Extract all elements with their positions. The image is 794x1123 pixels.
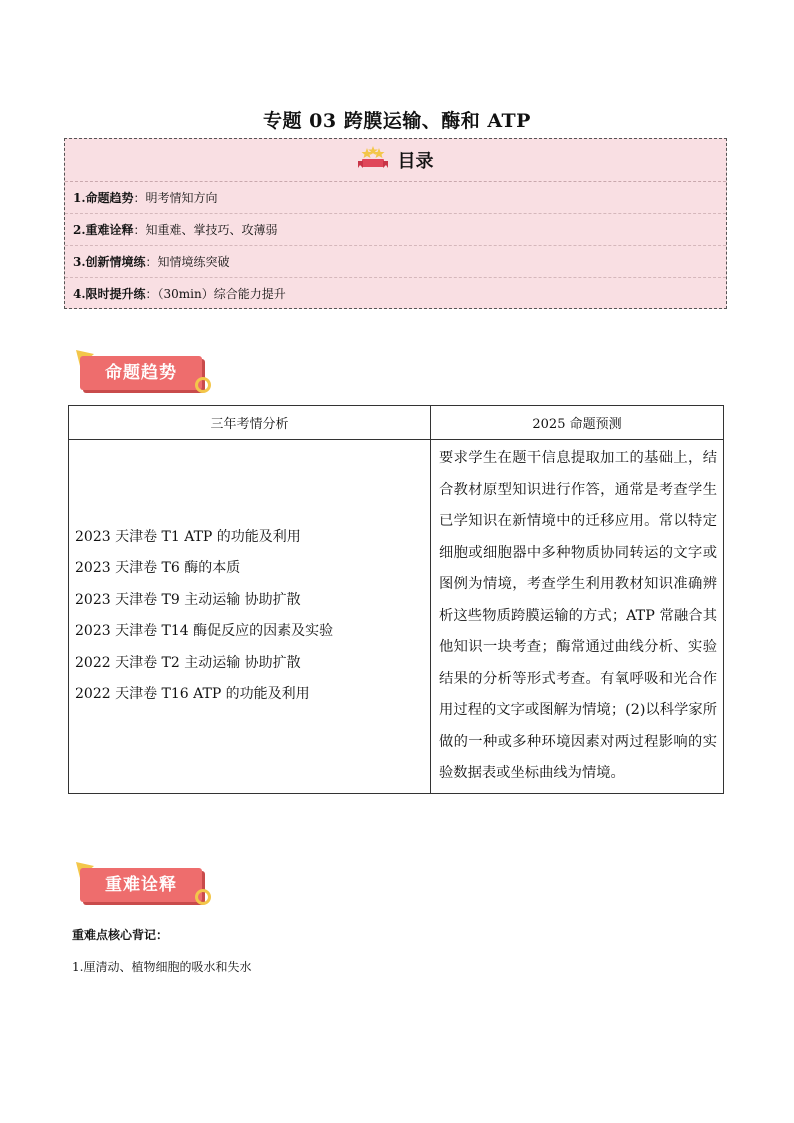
- badge-label: 重难诠释: [105, 875, 177, 895]
- toc-item-number: 2.重难诠释: [73, 223, 134, 237]
- toc-item[interactable]: [65, 278, 726, 310]
- toc-item-number: 1.命题趋势: [73, 191, 134, 205]
- table-of-contents: [64, 138, 727, 309]
- key-points-heading: 重难点核心背记：: [72, 928, 169, 942]
- toc-heading: 目录: [397, 151, 434, 172]
- toc-header: [65, 139, 726, 182]
- toc-item-text: ：明考情知方向: [133, 191, 218, 205]
- exam-item: 2022 天津卷 T2 主动运输 协助扩散: [75, 654, 301, 671]
- exam-analysis-table: [68, 405, 724, 794]
- toc-item-text: ：（30min）综合能力提升: [145, 287, 286, 301]
- toc-item[interactable]: [65, 214, 726, 246]
- table-header: 2025 命题预测: [431, 406, 724, 440]
- toc-item-number: 4.限时提升练: [73, 287, 146, 301]
- key-point-item: 1.厘清动、植物细胞的吸水和失水: [72, 960, 252, 974]
- ribbon-star-icon: [358, 146, 388, 174]
- trend-section-badge: [72, 348, 212, 400]
- badge-label: 命题趋势: [105, 363, 177, 383]
- ring-icon: [194, 376, 212, 398]
- ring-icon: [194, 888, 212, 910]
- table-header: 三年考情分析: [69, 406, 431, 440]
- exam-item: 2023 天津卷 T9 主动运输 协助扩散: [75, 591, 301, 608]
- toc-item[interactable]: [65, 182, 726, 214]
- prediction-cell: 要求学生在题干信息提取加工的基础上，结合教材原型知识进行作答，通常是考查学生已学知识在新情境中的迁移应用。常以特定细胞或细胞器中多种物质协同转运的文字或图例为情境，考查学生利用教材知识准确辨析这些物质跨膜运输的方式；ATP 常融合其他知识一块考查；酶常通过曲线分析、实验结果的分析等形式考查。有氧呼吸和光合作用过程的文字或图解为情境；(2)以科学家所做的一种或多种环境因素对两过程影响的实验数据表或坐标曲线为情境。: [431, 440, 724, 794]
- exam-item: 2023 天津卷 T14 酶促反应的因素及实验: [75, 623, 334, 640]
- exam-item: 2023 天津卷 T6 酶的本质: [75, 560, 241, 577]
- page-title: 专题 03 跨膜运输、酶和 ATP: [263, 110, 531, 132]
- toc-item-number: 3.创新情境练: [73, 255, 146, 269]
- toc-item[interactable]: [65, 246, 726, 278]
- exam-item: 2023 天津卷 T1 ATP 的功能及利用: [75, 528, 301, 545]
- toc-item-text: ：知重难、掌技巧、攻薄弱: [133, 223, 278, 237]
- exam-list-cell: [69, 440, 431, 794]
- exam-item: 2022 天津卷 T16 ATP 的功能及利用: [75, 686, 310, 703]
- key-section-badge: [72, 860, 212, 912]
- toc-item-text: ：知情境练突破: [145, 255, 230, 269]
